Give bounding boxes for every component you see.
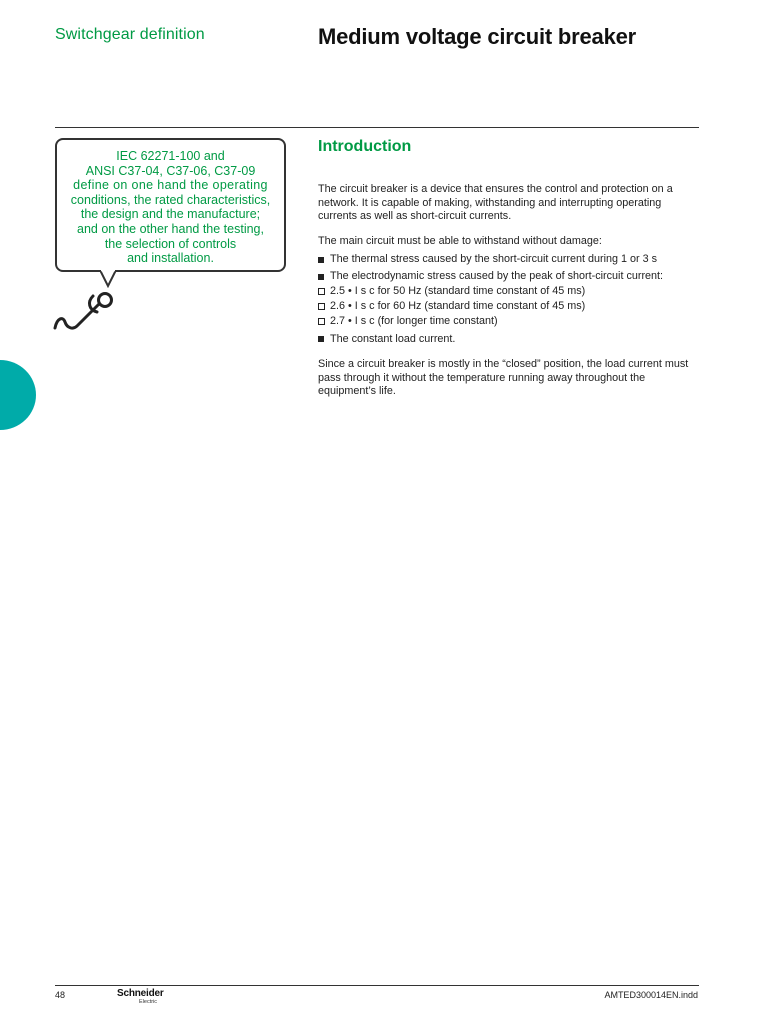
side-tab-marker	[0, 360, 36, 430]
callout-line: ANSI C37-04, C37-06, C37-09	[85, 163, 256, 178]
callout-line: the selection of controls	[104, 236, 237, 251]
sub-list-item	[318, 285, 698, 300]
open-square-bullet-icon	[318, 285, 330, 300]
list-item-text: The thermal stress caused by the short-circuit current during 1 or 3 s	[330, 253, 658, 266]
callout-line: and on the other hand the testing,	[77, 221, 264, 236]
bottom-divider	[55, 985, 699, 986]
sub-list-item-text: 2.7 • I s c (for longer time constant)	[330, 314, 498, 327]
document-reference: AMTED300014EN.indd	[604, 990, 698, 1000]
page-number: 48	[55, 990, 66, 1000]
filled-square-bullet-icon	[318, 333, 330, 347]
list-item	[318, 270, 698, 284]
open-square-bullet-icon	[318, 300, 330, 315]
callout-line: define on one hand the operating	[73, 178, 268, 193]
callout-box	[55, 138, 286, 272]
page-title: Medium voltage circuit breaker	[318, 24, 636, 49]
brand-logo	[117, 990, 164, 1006]
section-label: Switchgear definition	[55, 26, 205, 43]
sub-list-item	[318, 315, 698, 330]
filled-square-bullet-icon	[318, 270, 330, 284]
list-item-text: The constant load current.	[330, 332, 456, 345]
section-heading: Introduction	[318, 138, 412, 155]
paragraph: The circuit breaker is a device that ensures the control and protection on a network. It is capable of making, withstanding and interrupting operating currents as well as short-circuit currents.	[318, 183, 673, 223]
list-item-text: The electrodynamic stress caused by the peak of short-circuit current:	[330, 270, 664, 283]
callout-line: IEC 62271-100 and	[116, 149, 225, 163]
callout-line: conditions, the rated characteristics,	[70, 192, 271, 207]
brand-sub: Electric	[139, 999, 158, 1005]
hook-icon	[53, 292, 115, 336]
paragraph: The main circuit must be able to withstand without damage:	[318, 234, 602, 247]
brand-name: Schneider	[117, 988, 164, 999]
open-square-bullet-icon	[318, 315, 330, 330]
paragraph: Since a circuit breaker is mostly in the “closed” position, the load current must pass through it without the temperature running away throughout the equipment’s life.	[318, 357, 689, 398]
callout-line: and installation.	[127, 251, 214, 266]
callout-tail	[100, 270, 118, 288]
top-divider	[55, 127, 699, 128]
list-item	[318, 333, 698, 347]
filled-square-bullet-icon	[318, 253, 330, 267]
sub-list-item	[318, 300, 698, 315]
sub-list-item-text: 2.5 • I s c for 50 Hz (standard time constant of 45 ms)	[330, 284, 586, 297]
list-item	[318, 253, 698, 267]
callout-line: the design and the manufacture;	[80, 207, 261, 222]
sub-list-item-text: 2.6 • I s c for 60 Hz (standard time constant of 45 ms)	[330, 299, 586, 312]
body-text	[318, 183, 698, 410]
bullet-list	[318, 253, 698, 347]
